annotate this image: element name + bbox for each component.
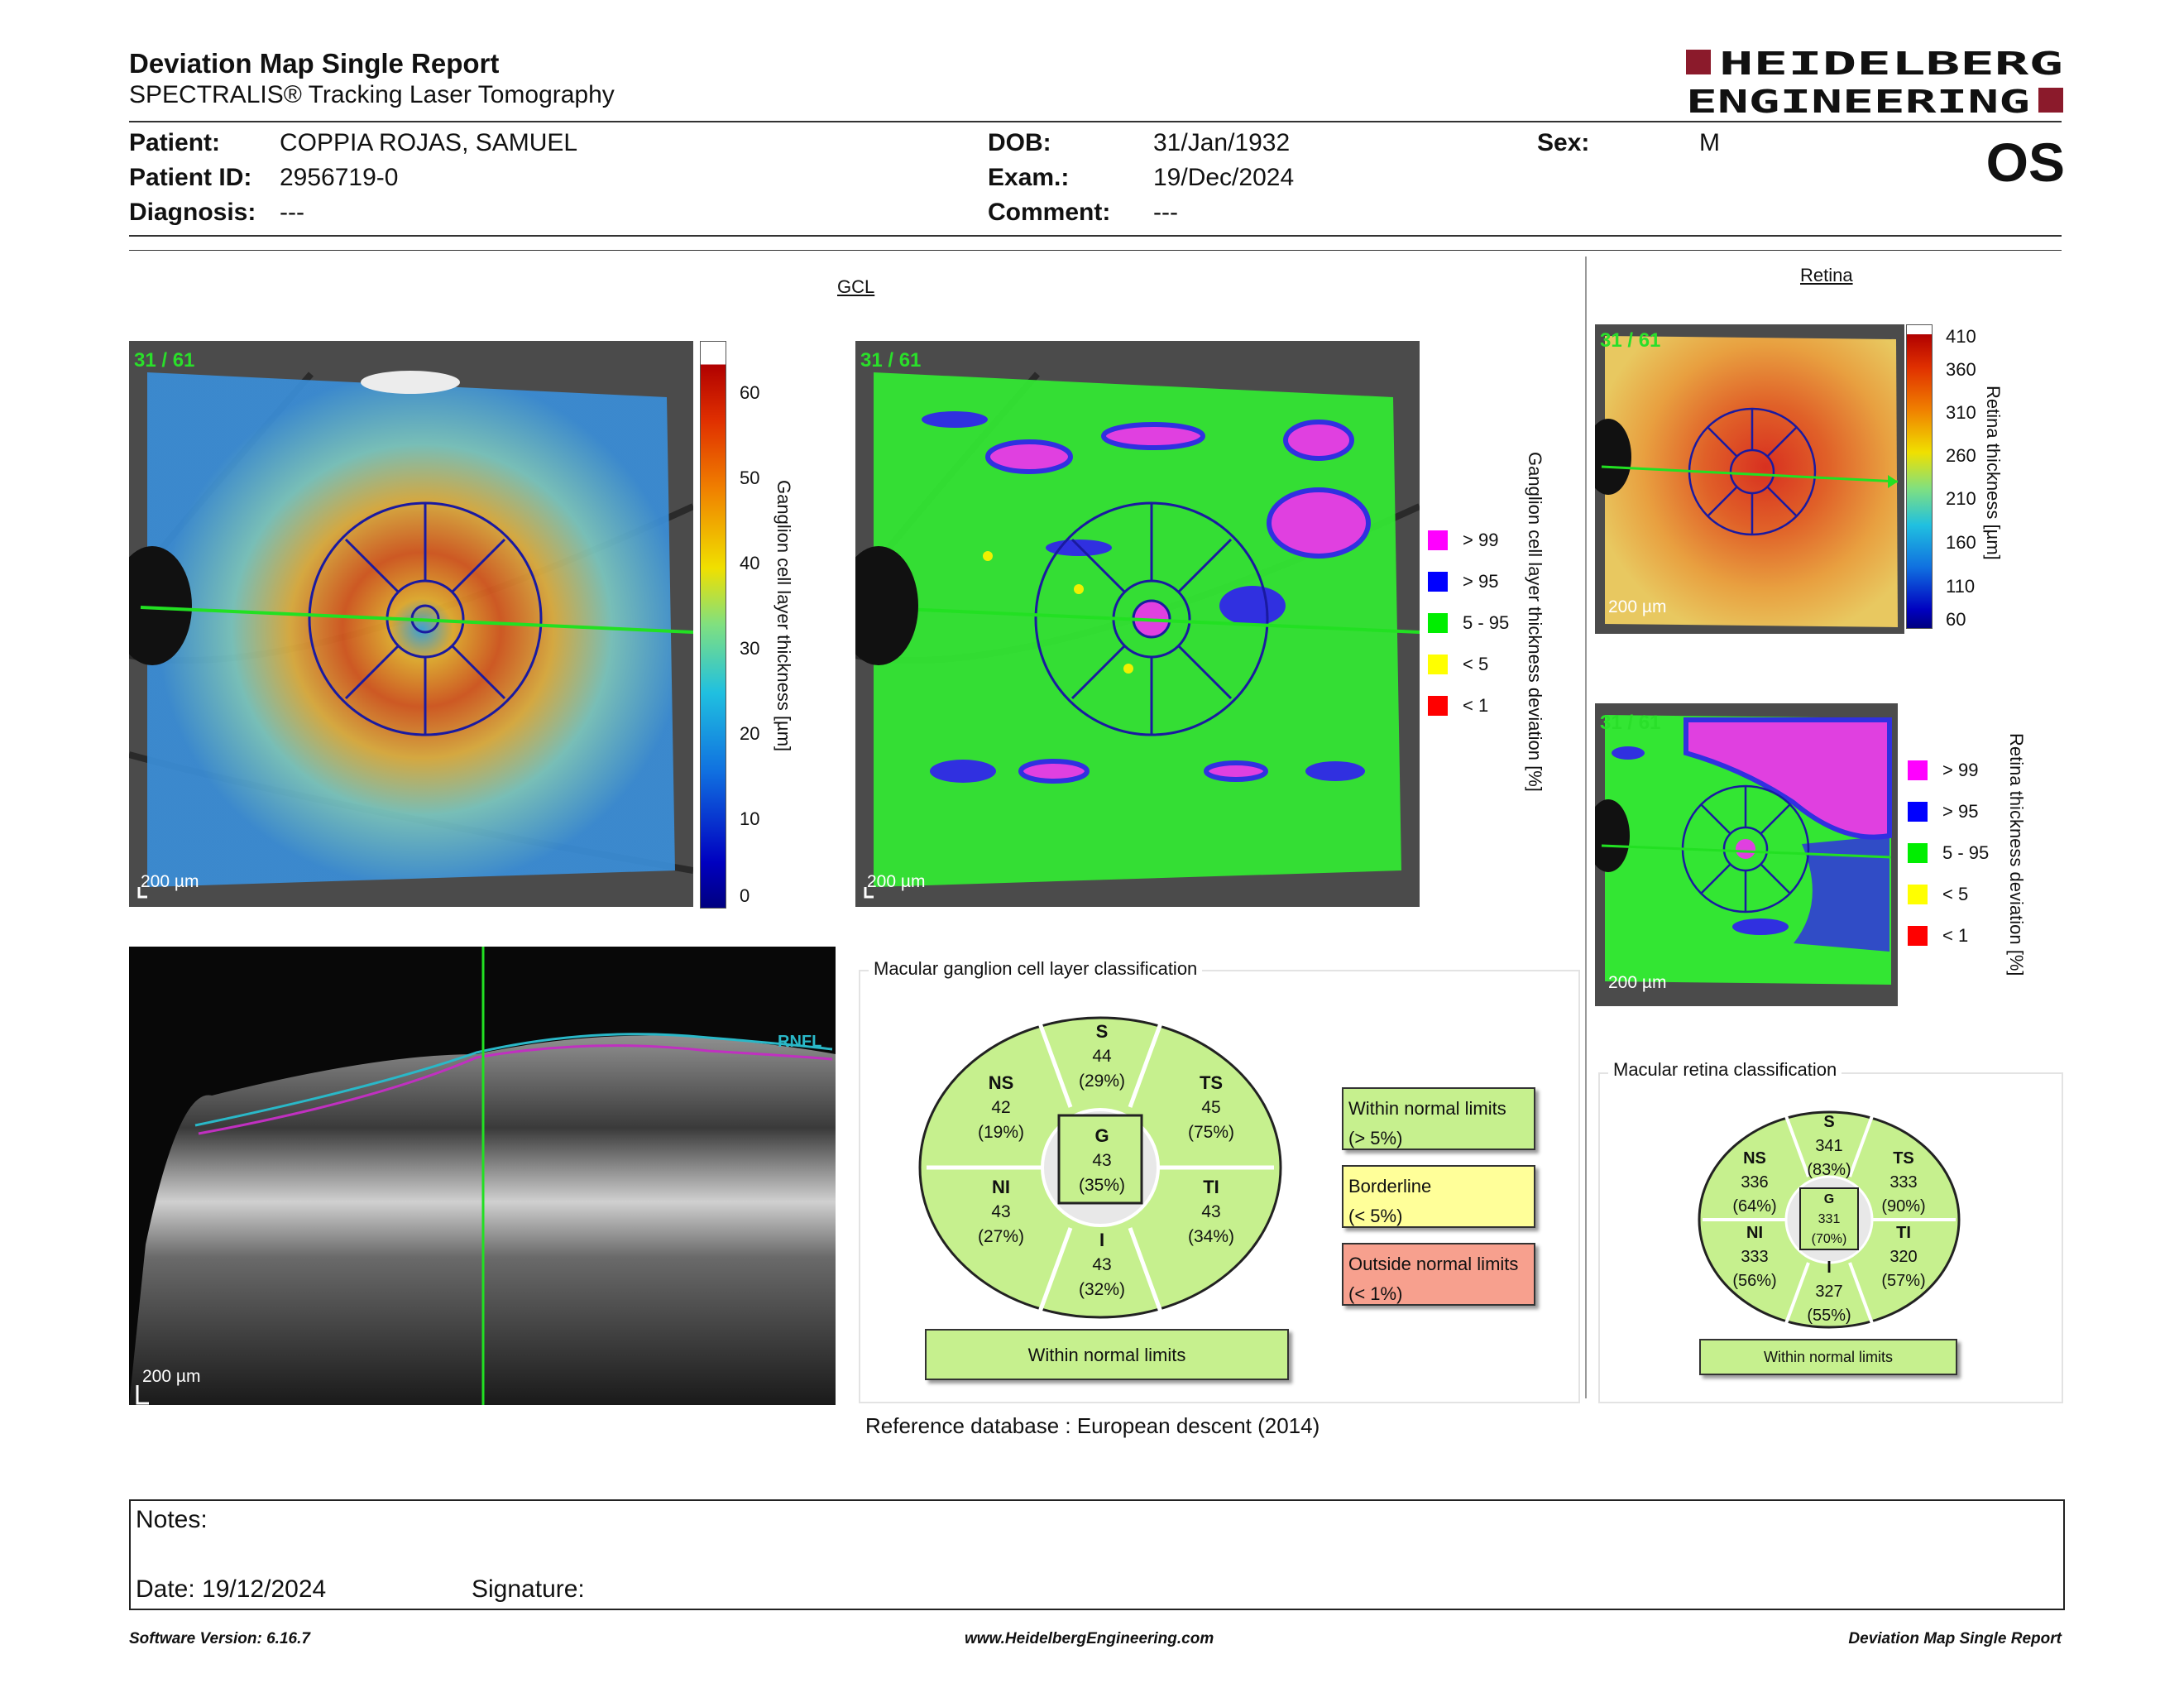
retina-sector-ns: NS 336 (64%) — [1732, 1149, 1777, 1216]
retina-scale-label: 200 µm — [1608, 597, 1667, 616]
date-label: Date: 19/12/2024 — [136, 1575, 327, 1603]
gcl-cb-tick: 40 — [740, 553, 760, 573]
retina-ratio-label: 31 / 61 — [1600, 329, 1661, 352]
gcl-scale-label: 200 µm — [141, 872, 199, 891]
retina-deviation-map — [1595, 703, 1898, 1006]
gcl-legend-label: > 99 — [1463, 530, 1499, 550]
retina-legend-item — [1908, 925, 1968, 947]
retina-result-box: Within normal limits — [1699, 1339, 1957, 1375]
gcl-sector-i: I 43 (32%) — [1078, 1230, 1126, 1299]
footer-report-name: Deviation Map Single Report — [1848, 1630, 2062, 1647]
report-title: Deviation Map Single Report — [129, 48, 500, 79]
gcl-legend-swatch — [1428, 613, 1448, 633]
gcl-legend-item — [1428, 612, 1509, 634]
gcl-ratio-label: 31 / 61 — [134, 349, 195, 372]
gcl-sector-s: S 44 (29%) — [1078, 1021, 1126, 1091]
patient-label: Patient: — [129, 129, 221, 156]
sex-label: Sex: — [1537, 129, 1590, 156]
retina-thickness-map — [1595, 324, 1904, 634]
retina-cb-tick: 260 — [1946, 445, 1976, 466]
key-borderline: Borderline (< 5%) — [1342, 1165, 1535, 1228]
key-outside-normal: Outside normal limits (< 1%) — [1342, 1243, 1535, 1306]
retina-legend-label: < 1 — [1942, 925, 1969, 946]
retina-legend-swatch — [1908, 802, 1928, 822]
retina-thickness-axis-label: Retina thickness [µm] — [1983, 386, 2004, 560]
gcl-dev-ratio-label: 31 / 61 — [860, 349, 922, 372]
retina-dev-ratio-label: 31 / 61 — [1600, 712, 1661, 734]
retina-sector-ti: TI 320 (57%) — [1881, 1224, 1926, 1290]
retina-cb-tick: 360 — [1946, 359, 1976, 380]
retina-legend-swatch — [1908, 885, 1928, 904]
signature-label: Signature: — [472, 1575, 585, 1603]
retina-legend-swatch — [1908, 760, 1928, 780]
exam-label: Exam.: — [988, 164, 1070, 191]
gcl-section-title: GCL — [837, 276, 875, 297]
gcl-thickness-axis-label: Ganglion cell layer thickness [µm] — [774, 480, 794, 752]
comment-label: Comment: — [988, 199, 1111, 226]
gcl-legend-swatch — [1428, 572, 1448, 592]
gcl-cb-tick: 50 — [740, 468, 760, 488]
dob-label: DOB: — [988, 129, 1051, 156]
gcl-sector-g: G 43 (35%) — [1078, 1125, 1126, 1195]
notes-label: Notes: — [136, 1506, 208, 1533]
retina-legend-label: > 95 — [1942, 801, 1979, 822]
patient-id: 2956719-0 — [280, 164, 399, 191]
eye-indicator: OS — [1985, 132, 2065, 193]
gcl-cb-tick: 60 — [740, 382, 760, 403]
gcl-thickness-map — [129, 341, 693, 907]
svg-text:HEIDELBERG: HEIDELBERG — [1719, 46, 2063, 82]
gcl-result-box: Within normal limits — [925, 1329, 1289, 1380]
retina-section-title: Retina — [1800, 265, 1853, 285]
gcl-deviation-map — [855, 341, 1420, 907]
gcl-legend-label: 5 - 95 — [1463, 612, 1510, 633]
gcl-sector-ns: NS 42 (19%) — [977, 1072, 1025, 1142]
gcl-classification-title: Macular ganglion cell layer classification — [869, 958, 1202, 980]
retina-classification-title: Macular retina classification — [1608, 1059, 1842, 1081]
retina-cb-tick: 60 — [1946, 609, 1966, 630]
retina-dev-scale-label: 200 µm — [1608, 973, 1667, 992]
retina-legend-swatch — [1908, 843, 1928, 863]
retina-cb-tick: 210 — [1946, 488, 1976, 509]
gcl-legend-item — [1428, 530, 1498, 551]
gcl-legend-item — [1428, 654, 1488, 675]
patient-name: COPPIA ROJAS, SAMUEL — [280, 129, 578, 156]
gcl-dev-scale-label: 200 µm — [867, 872, 926, 891]
retina-legend-swatch — [1908, 926, 1928, 946]
gcl-sector-ts: TS 45 (75%) — [1187, 1072, 1235, 1142]
exam-value: 19/Dec/2024 — [1153, 164, 1295, 191]
gcl-legend-item — [1428, 695, 1488, 717]
gcl-legend-label: < 5 — [1463, 654, 1489, 674]
comment-value: --- — [1153, 199, 1178, 226]
oct-bscan — [129, 947, 836, 1405]
gcl-legend-item — [1428, 571, 1498, 592]
reference-database: Reference database : European descent (2014) — [865, 1413, 1320, 1438]
gcl-legend-label: > 95 — [1463, 571, 1499, 592]
retina-sector-s: S 341 (83%) — [1807, 1113, 1851, 1179]
retina-legend-label: 5 - 95 — [1942, 842, 1990, 863]
svg-text:ENGINEERING: ENGINEERING — [1686, 84, 2030, 116]
gcl-sector-ni: NI 43 (27%) — [977, 1177, 1025, 1246]
gcl-cb-tick: 30 — [740, 638, 760, 659]
gcl-thickness-colorbar — [700, 341, 726, 909]
patient-id-label: Patient ID: — [129, 164, 252, 191]
gcl-deviation-legend — [1428, 530, 1527, 728]
retina-cb-tick: 160 — [1946, 532, 1976, 553]
sex-value: M — [1699, 129, 1720, 156]
retina-deviation-axis-label: Retina thickness deviation [%] — [2006, 733, 2027, 976]
retina-cb-tick: 410 — [1946, 326, 1976, 347]
gcl-cb-tick: 20 — [740, 723, 760, 744]
bscan-scale-label: 200 µm — [142, 1367, 201, 1386]
retina-sector-ni: NI 333 (56%) — [1732, 1224, 1777, 1290]
diagnosis-label: Diagnosis: — [129, 199, 256, 226]
key-within-normal: Within normal limits (> 5%) — [1342, 1087, 1535, 1150]
retina-sector-g: G 331 (70%) — [1811, 1192, 1847, 1246]
retina-legend-item — [1908, 801, 1978, 822]
retina-sector-i: I 327 (55%) — [1807, 1259, 1851, 1325]
gcl-legend-swatch — [1428, 530, 1448, 550]
diagnosis-value: --- — [280, 199, 304, 226]
retina-sector-ts: TS 333 (90%) — [1881, 1149, 1926, 1216]
footer-software-version: Software Version: 6.16.7 — [129, 1630, 310, 1647]
retina-cb-tick: 310 — [1946, 402, 1976, 423]
rnfl-label: RNFL — [778, 1033, 822, 1051]
gcl-deviation-axis-label: Ganglion cell layer thickness deviation [%] — [1525, 452, 1545, 792]
gcl-cb-tick: 0 — [740, 885, 750, 906]
retina-deviation-legend — [1908, 760, 1999, 958]
report-subtitle: SPECTRALIS® Tracking Laser Tomography — [129, 81, 615, 108]
retina-legend-item — [1908, 760, 1978, 781]
retina-legend-label: < 5 — [1942, 884, 1969, 904]
gcl-legend-label: < 1 — [1463, 695, 1489, 716]
gcl-legend-swatch — [1428, 655, 1448, 674]
retina-legend-label: > 99 — [1942, 760, 1979, 780]
footer-website[interactable]: www.HeidelbergEngineering.com — [965, 1630, 1214, 1647]
gcl-cb-tick: 10 — [740, 808, 760, 829]
dob-value: 31/Jan/1932 — [1153, 129, 1291, 156]
notes-box[interactable] — [129, 1499, 2065, 1610]
gcl-sector-ti: TI 43 (34%) — [1187, 1177, 1235, 1246]
gcl-legend-swatch — [1428, 696, 1448, 716]
retina-cb-tick: 110 — [1946, 576, 1976, 597]
heidelberg-logo — [1686, 46, 2067, 116]
retina-thickness-colorbar — [1906, 324, 1933, 629]
retina-legend-item — [1908, 884, 1968, 905]
retina-legend-item — [1908, 842, 1989, 864]
